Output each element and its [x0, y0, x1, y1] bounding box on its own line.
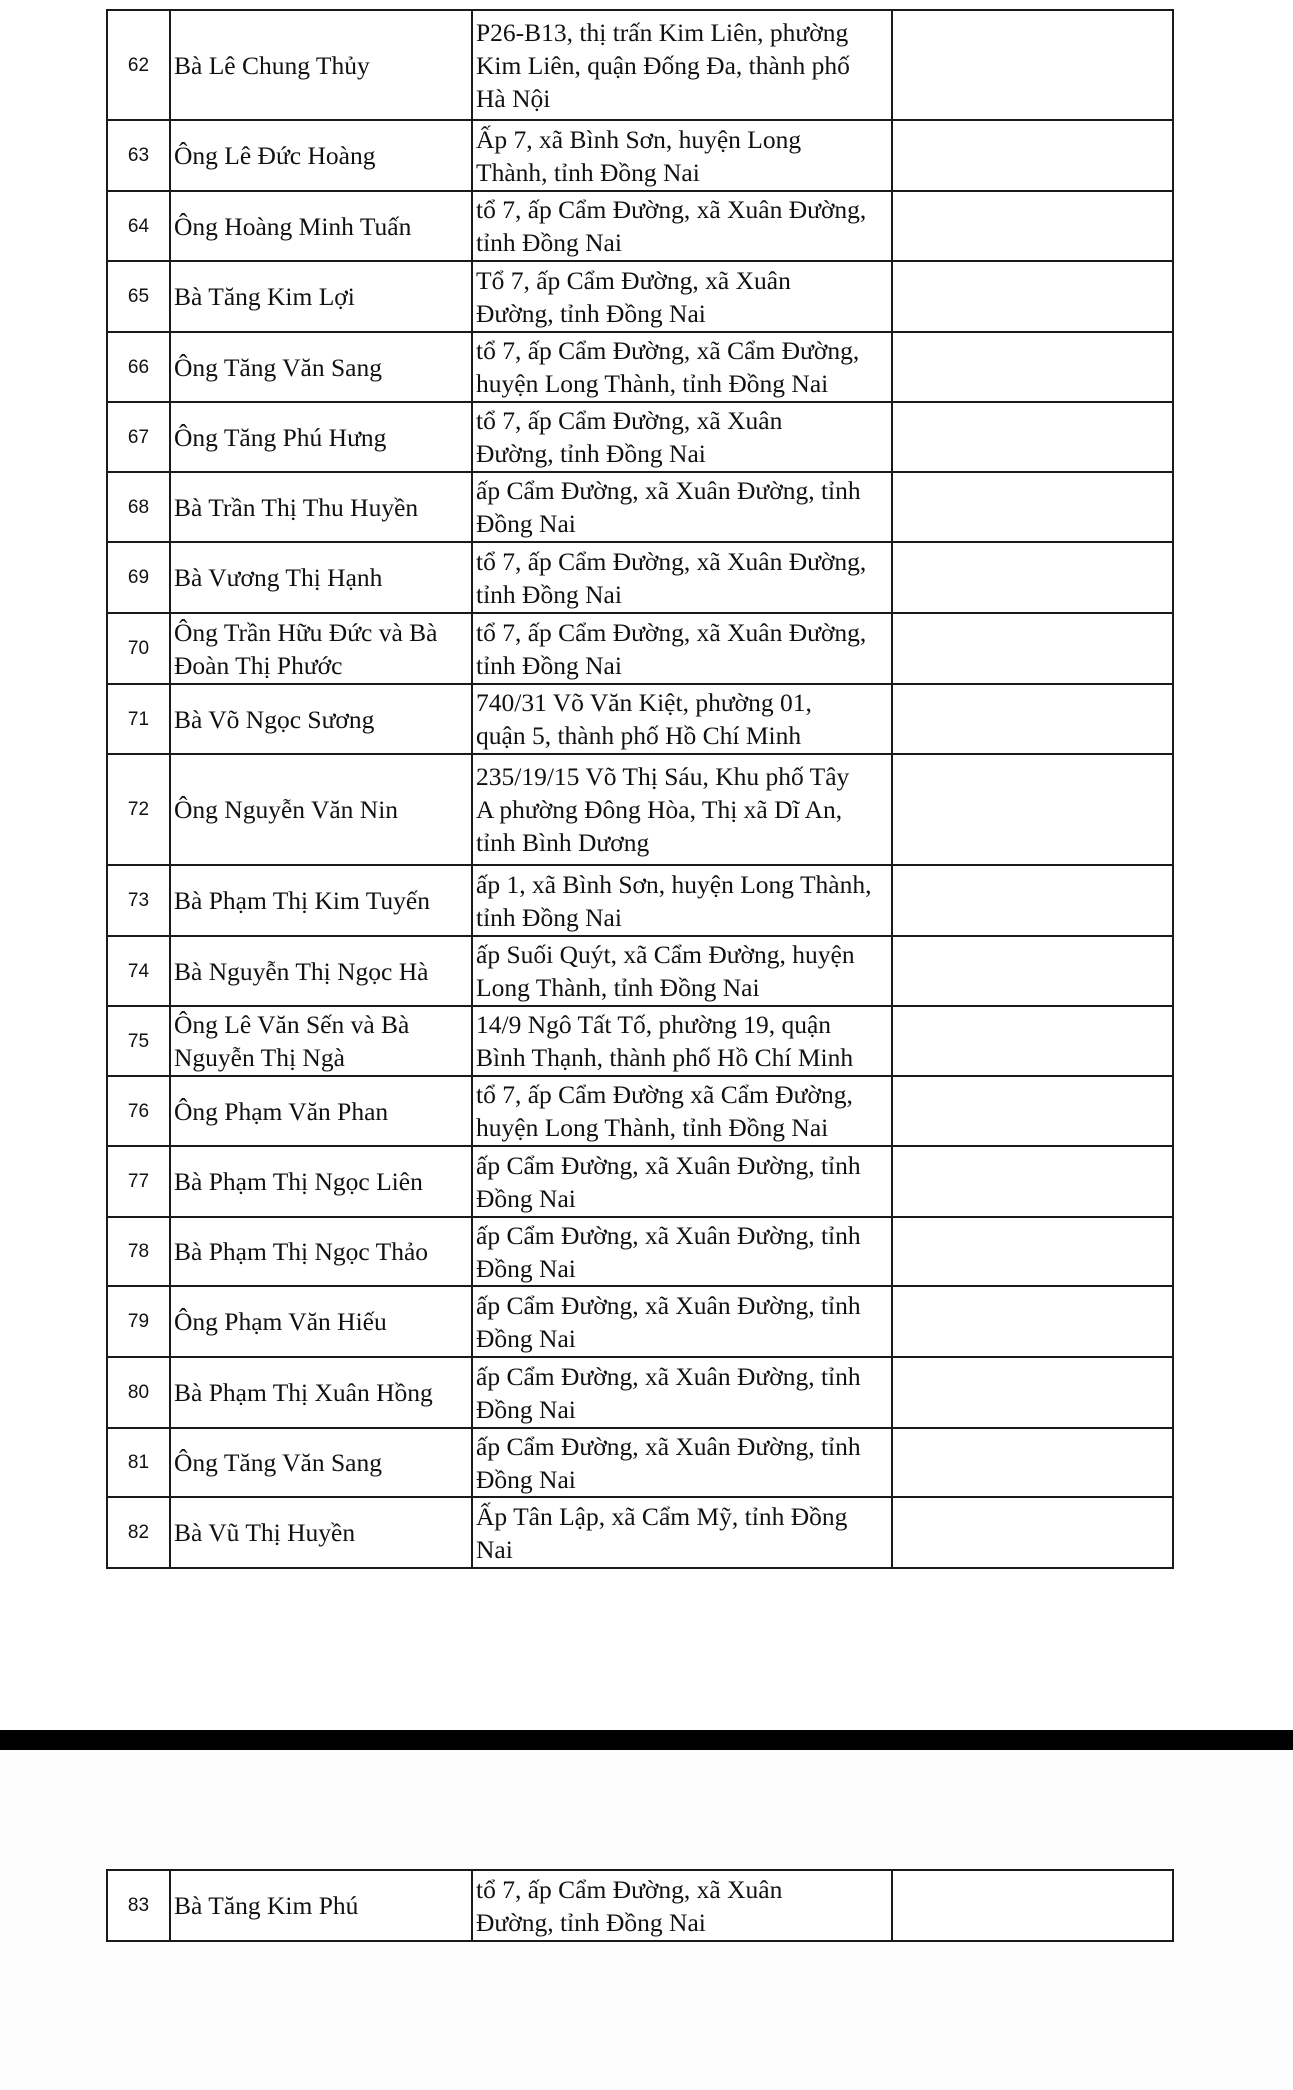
- address: 14/9 Ngô Tất Tố, phường 19, quận Bình Thạnh, thành phố Hồ Chí Minh: [472, 1006, 892, 1076]
- row-number: 73: [107, 865, 170, 936]
- person-name: Ông Nguyễn Văn Nin: [170, 754, 472, 865]
- person-name: Bà Võ Ngọc Sương: [170, 684, 472, 754]
- table-row: [107, 10, 1173, 120]
- note-cell: [892, 261, 1173, 332]
- table-row: [107, 1076, 1173, 1146]
- note-cell: [892, 472, 1173, 542]
- address: P26-B13, thị trấn Kim Liên, phường Kim Liên, quận Đống Đa, thành phố Hà Nội: [472, 10, 892, 120]
- person-name: Ông Tăng Văn Sang: [170, 1428, 472, 1497]
- note-cell: [892, 1870, 1173, 1941]
- address: 740/31 Võ Văn Kiệt, phường 01, quận 5, thành phố Hồ Chí Minh: [472, 684, 892, 754]
- row-number: 67: [107, 402, 170, 472]
- row-number: 76: [107, 1076, 170, 1146]
- recipient-table-continued: [106, 1869, 1174, 1942]
- note-cell: [892, 1076, 1173, 1146]
- address: ấp Cẩm Đường, xã Xuân Đường, tỉnh Đồng Nai: [472, 1428, 892, 1497]
- person-name: Bà Vương Thị Hạnh: [170, 542, 472, 613]
- recipient-table: [106, 9, 1174, 1569]
- address: tổ 7, ấp Cẩm Đường, xã Xuân Đường, tỉnh Đồng Nai: [472, 402, 892, 472]
- note-cell: [892, 1217, 1173, 1286]
- person-name: Ông Phạm Văn Hiếu: [170, 1286, 472, 1357]
- person-name: Bà Vũ Thị Huyền: [170, 1497, 472, 1568]
- table-row: [107, 332, 1173, 402]
- address: tổ 7, ấp Cẩm Đường, xã Xuân Đường, tỉnh Đồng Nai: [472, 613, 892, 684]
- note-cell: [892, 613, 1173, 684]
- address: ấp 1, xã Bình Sơn, huyện Long Thành, tỉnh Đồng Nai: [472, 865, 892, 936]
- person-name: Bà Nguyễn Thị Ngọc Hà: [170, 936, 472, 1006]
- note-cell: [892, 1428, 1173, 1497]
- row-number: 64: [107, 191, 170, 261]
- address: Ấp Tân Lập, xã Cẩm Mỹ, tỉnh Đồng Nai: [472, 1497, 892, 1568]
- table-row: [107, 1146, 1173, 1217]
- recipient-table-continued-body: [107, 1870, 1173, 1941]
- note-cell: [892, 191, 1173, 261]
- address: ấp Cẩm Đường, xã Xuân Đường, tỉnh Đồng Nai: [472, 472, 892, 542]
- row-number: 65: [107, 261, 170, 332]
- person-name: Ông Phạm Văn Phan: [170, 1076, 472, 1146]
- person-name: Bà Trần Thị Thu Huyền: [170, 472, 472, 542]
- address: ấp Cẩm Đường, xã Xuân Đường, tỉnh Đồng Nai: [472, 1146, 892, 1217]
- address: tổ 7, ấp Cẩm Đường, xã Xuân Đường, tỉnh Đồng Nai: [472, 542, 892, 613]
- recipient-table-body: [107, 10, 1173, 1568]
- table-row: [107, 754, 1173, 865]
- note-cell: [892, 754, 1173, 865]
- table-row: [107, 1286, 1173, 1357]
- row-number: 80: [107, 1357, 170, 1428]
- note-cell: [892, 684, 1173, 754]
- address: ấp Cẩm Đường, xã Xuân Đường, tỉnh Đồng Nai: [472, 1357, 892, 1428]
- address: Tổ 7, ấp Cẩm Đường, xã Xuân Đường, tỉnh Đồng Nai: [472, 261, 892, 332]
- note-cell: [892, 402, 1173, 472]
- row-number: 82: [107, 1497, 170, 1568]
- person-name: Bà Phạm Thị Ngọc Liên: [170, 1146, 472, 1217]
- address: ấp Cẩm Đường, xã Xuân Đường, tỉnh Đồng Nai: [472, 1286, 892, 1357]
- row-number: 75: [107, 1006, 170, 1076]
- person-name: Bà Phạm Thị Xuân Hồng: [170, 1357, 472, 1428]
- row-number: 77: [107, 1146, 170, 1217]
- note-cell: [892, 1286, 1173, 1357]
- table-row: [107, 1357, 1173, 1428]
- row-number: 72: [107, 754, 170, 865]
- row-number: 74: [107, 936, 170, 1006]
- table-row: [107, 1217, 1173, 1286]
- note-cell: [892, 542, 1173, 613]
- table-row: [107, 1870, 1173, 1941]
- table-row: [107, 1428, 1173, 1497]
- person-name: Ông Tăng Phú Hưng: [170, 402, 472, 472]
- person-name: Ông Lê Đức Hoàng: [170, 120, 472, 191]
- table-row: [107, 402, 1173, 472]
- row-number: 66: [107, 332, 170, 402]
- table-row: [107, 261, 1173, 332]
- address: tổ 7, ấp Cẩm Đường, xã Xuân Đường, tỉnh Đồng Nai: [472, 191, 892, 261]
- table-row: [107, 542, 1173, 613]
- row-number: 63: [107, 120, 170, 191]
- row-number: 62: [107, 10, 170, 120]
- table-row: [107, 120, 1173, 191]
- address: Ấp 7, xã Bình Sơn, huyện Long Thành, tỉnh Đồng Nai: [472, 120, 892, 191]
- person-name: Ông Lê Văn Sến và Bà Nguyễn Thị Ngà: [170, 1006, 472, 1076]
- table-row: [107, 1006, 1173, 1076]
- table-row: [107, 865, 1173, 936]
- table-row: [107, 472, 1173, 542]
- person-name: Bà Tăng Kim Lợi: [170, 261, 472, 332]
- row-number: 68: [107, 472, 170, 542]
- table-row: [107, 936, 1173, 1006]
- table-row: [107, 613, 1173, 684]
- row-number: 79: [107, 1286, 170, 1357]
- row-number: 69: [107, 542, 170, 613]
- person-name: Bà Tăng Kim Phú: [170, 1870, 472, 1941]
- person-name: Bà Lê Chung Thủy: [170, 10, 472, 120]
- row-number: 71: [107, 684, 170, 754]
- person-name: Bà Phạm Thị Kim Tuyến: [170, 865, 472, 936]
- person-name: Ông Tăng Văn Sang: [170, 332, 472, 402]
- address: 235/19/15 Võ Thị Sáu, Khu phố Tây A phường Đông Hòa, Thị xã Dĩ An, tỉnh Bình Dương: [472, 754, 892, 865]
- table-row: [107, 684, 1173, 754]
- person-name: Ông Trần Hữu Đức và Bà Đoàn Thị Phước: [170, 613, 472, 684]
- row-number: 81: [107, 1428, 170, 1497]
- row-number: 83: [107, 1870, 170, 1941]
- table-row: [107, 191, 1173, 261]
- address: ấp Cẩm Đường, xã Xuân Đường, tỉnh Đồng Nai: [472, 1217, 892, 1286]
- note-cell: [892, 1357, 1173, 1428]
- note-cell: [892, 332, 1173, 402]
- table-row: [107, 1497, 1173, 1568]
- page-divider-bar: [0, 1730, 1293, 1750]
- address: ấp Suối Quýt, xã Cẩm Đường, huyện Long Thành, tỉnh Đồng Nai: [472, 936, 892, 1006]
- address: tổ 7, ấp Cẩm Đường, xã Xuân Đường, tỉnh Đồng Nai: [472, 1870, 892, 1941]
- note-cell: [892, 936, 1173, 1006]
- address: tổ 7, ấp Cẩm Đường, xã Cẩm Đường, huyện Long Thành, tỉnh Đồng Nai: [472, 332, 892, 402]
- note-cell: [892, 1006, 1173, 1076]
- note-cell: [892, 120, 1173, 191]
- note-cell: [892, 1146, 1173, 1217]
- person-name: Ông Hoàng Minh Tuấn: [170, 191, 472, 261]
- note-cell: [892, 1497, 1173, 1568]
- note-cell: [892, 10, 1173, 120]
- row-number: 70: [107, 613, 170, 684]
- row-number: 78: [107, 1217, 170, 1286]
- person-name: Bà Phạm Thị Ngọc Thảo: [170, 1217, 472, 1286]
- note-cell: [892, 865, 1173, 936]
- address: tổ 7, ấp Cẩm Đường xã Cẩm Đường, huyện Long Thành, tỉnh Đồng Nai: [472, 1076, 892, 1146]
